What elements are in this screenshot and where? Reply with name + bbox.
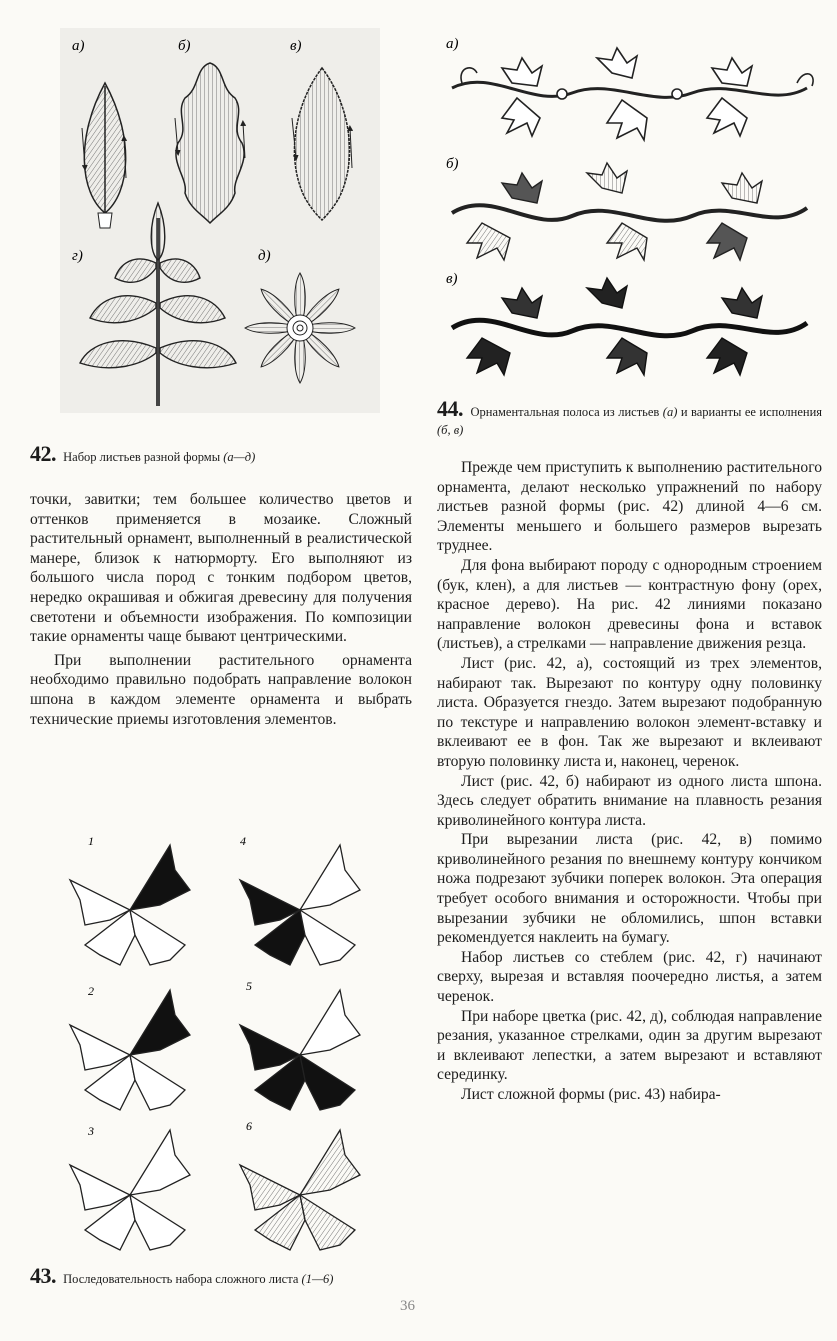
left-paragraph-2: При выполнении растительного орнамента необходимо правильно подобрать направление волокон шпона в каждом элементе орнамента и выбрать технические приемы изготовления элементов. [30, 651, 412, 728]
fig43-label-4: 4 [240, 834, 246, 848]
figure-44-number: 44. [437, 396, 463, 421]
figure-44-caption-text: Орнаментальная полоса из листьев [470, 405, 660, 419]
fig43-label-5: 5 [246, 979, 252, 993]
right-column-text [437, 458, 822, 1105]
figure-42-caption-text: Набор листьев разной формы [63, 450, 221, 464]
right-paragraph-1: Прежде чем приступить к выполнению растительного орнамента, делают несколько упражнений по набору листьев разной формы (рис. 42) длиной 4—6 см. Элементы меньшего и большего размеров вырезать труднее. [437, 459, 822, 555]
fig42-label-a: а) [72, 38, 85, 54]
ornament-band-v [452, 278, 807, 375]
figure-44-caption [437, 395, 822, 438]
fig44-label-a: а) [446, 36, 459, 52]
figure-42-number: 42. [30, 441, 56, 466]
figure-44-caption-a: (а) [662, 405, 678, 419]
fig42-label-g: г) [72, 248, 83, 264]
figure-42 [60, 28, 380, 413]
fig42-label-b: б) [178, 38, 191, 54]
left-column-text [30, 490, 412, 729]
right-paragraph-4: Лист (рис. 42, б) набирают из одного листа шпона. Здесь следует обратить внимание на плавность резания криволинейного контура листа. [437, 772, 822, 829]
ornament-band-a [452, 48, 813, 140]
page-number: 36 [400, 1298, 415, 1314]
figure-43 [60, 825, 380, 1265]
fig42-label-v: в) [290, 38, 302, 54]
figure-43-caption [30, 1262, 420, 1290]
figure-43-caption-range: (1—6) [301, 1272, 334, 1286]
figure-44-caption-bv: (б, в) [437, 422, 464, 437]
leaf-step-5 [240, 990, 360, 1110]
right-paragraph-7: При наборе цветка (рис. 42, д), соблюдая направление резания, указанное стрелками, один за другим вырезают и вклеивают лепестки, а затем вырезают и вставляют серединку. [437, 1007, 822, 1084]
left-paragraph-1: точки, завитки; тем большее количество цветов и оттенков применяется в мозаике. Сложный растительный орнамент, выполненный в реалистической манере, близок к натюрморту. Его выполняют из большого числа пород с тонким подбором цветов, нередко окрашивая и обжигая древесину для получения светотени и объемности изображения. По композиции такие орнаменты чаще бывают центрическими. [30, 491, 412, 646]
figure-43-number: 43. [30, 1263, 56, 1288]
fig42-label-d: д) [258, 248, 271, 264]
fig43-label-2: 2 [88, 984, 94, 998]
figure-42-caption [30, 440, 410, 468]
right-paragraph-2: Для фона выбирают породу с однородным строением (бук, клен), а для листьев — контрастную фону (орех, красное дерево). На рис. 42 линиями показано направление волокон древесины фона и вставок (листьев), а стрелками — направление движения резца. [437, 556, 822, 653]
leaf-step-2 [70, 990, 190, 1110]
right-paragraph-5: При вырезании листа (рис. 42, в) помимо криволинейного резания по внешнему контуру кончиком ножа подрезают зубчики поперек волокон. Эта операция требует особого внимания и осторожности. Чтобы при вырезании зубчики не обломились, шпон вставки рекомендуется наклеить на бумагу. [437, 831, 822, 947]
leaf-step-3 [70, 1130, 190, 1250]
leaf-step-6 [240, 1130, 360, 1250]
leaf-step-1 [70, 845, 190, 965]
flower-d-illustration [245, 273, 355, 383]
fig43-label-6: 6 [246, 1119, 252, 1133]
right-paragraph-3: Лист (рис. 42, а), состоящий из трех элементов, набирают так. Вырезают по контуру одну половинку листа. Образуется гнездо. Затем вырезают подобранную по текстуре и направлению волокон элемент-вставку и вклеивают ее в фон. Так же вырезают и вклеивают вторую половинку листа и, наконец, черенок. [437, 654, 822, 770]
figure-43-caption-text: Последовательность набора сложного листа [63, 1272, 299, 1286]
fig43-label-3: 3 [88, 1124, 94, 1138]
right-paragraph-8: Лист сложной формы (рис. 43) набира- [461, 1086, 721, 1103]
figure-44 [432, 28, 827, 383]
right-paragraph-6: Набор листьев со стеблем (рис. 42, г) начинают сверху, вырезая и вставляя поочередно листья, а затем черенок. [437, 948, 822, 1006]
figure-42-caption-range: (а—д) [223, 450, 256, 464]
fig44-label-b: б) [446, 156, 459, 172]
fig44-label-v: в) [446, 271, 458, 287]
figure-44-caption-and: и варианты ее исполнения [680, 405, 823, 419]
ornament-band-b [452, 163, 807, 260]
leaf-step-4 [240, 845, 360, 965]
fig43-label-1: 1 [88, 834, 94, 848]
